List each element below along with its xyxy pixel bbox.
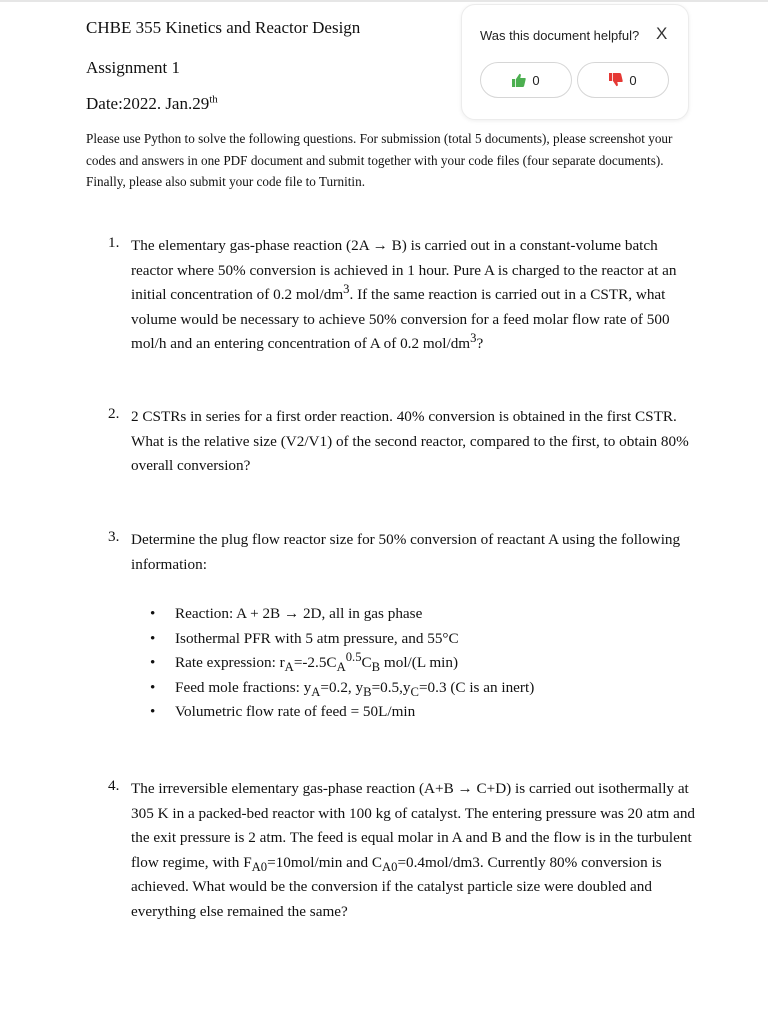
feedback-question: Was this document helpful? bbox=[480, 28, 640, 43]
bullet-reaction: Reaction: A + 2B → 2D, all in gas phase bbox=[175, 605, 423, 622]
feed-part-4: =0.3 (C is an inert) bbox=[418, 678, 535, 696]
upvote-button[interactable] bbox=[480, 62, 572, 98]
feedback-popup bbox=[461, 4, 689, 120]
q4-part-3: =0.4mol/dm3. Currently 80% conversion is achieved. What would be the conversion if the catalyst particle size were doubled and everything else remained the same? bbox=[131, 853, 662, 920]
q4-part-2: =10mol/min and C bbox=[267, 853, 382, 871]
q1-part-1: The elementary gas-phase reaction (2A → B) is carried out in a constant-volume batch reactor where 50% conversion is achieved in 1 hour. Pure A is charged to the reactor at an initial concentration of 0.2 mol/dm bbox=[131, 237, 677, 303]
question-4-text bbox=[131, 777, 696, 924]
q1-superscript-1: 3 bbox=[343, 281, 350, 296]
feed-sub-2: B bbox=[363, 684, 372, 699]
question-3-bullet-list bbox=[150, 602, 670, 725]
assignment-title: Assignment 1 bbox=[86, 58, 180, 77]
bullet-rate-expression bbox=[175, 651, 458, 676]
feed-part-3: =0.5,y bbox=[371, 678, 411, 696]
rate-part-4: mol/(L min) bbox=[380, 654, 459, 671]
course-title: CHBE 355 Kinetics and Reactor Design bbox=[86, 18, 361, 37]
bullet-item bbox=[150, 651, 670, 676]
bullet-item bbox=[150, 700, 670, 725]
rate-exponent: 0.5 bbox=[345, 649, 362, 664]
question-3-number: 3. bbox=[108, 528, 120, 545]
rate-sub-2: A bbox=[336, 660, 346, 675]
thumbs-up-icon bbox=[512, 73, 526, 87]
bullet-item bbox=[150, 676, 670, 701]
question-1-text bbox=[131, 234, 696, 357]
bullet-symbol: • bbox=[150, 654, 156, 671]
bullet-item bbox=[150, 602, 670, 627]
feed-sub-1: A bbox=[311, 684, 321, 699]
q4-sub-2: A0 bbox=[382, 859, 398, 874]
bullet-symbol: • bbox=[150, 678, 156, 696]
rate-sub-1: A bbox=[284, 660, 294, 675]
question-3-text: Determine the plug flow reactor size for 50% conversion of reactant A using the following information: bbox=[131, 531, 681, 573]
date-text: Date:2022. Jan.29 bbox=[86, 94, 210, 113]
upvote-count: 0 bbox=[532, 72, 540, 88]
q4-sub-1: A0 bbox=[251, 859, 268, 874]
rate-sub-3: B bbox=[371, 660, 381, 675]
feed-sub-3: C bbox=[410, 684, 419, 699]
bullet-symbol: • bbox=[150, 703, 156, 720]
bullet-isothermal: Isothermal PFR with 5 atm pressure, and 55°C bbox=[175, 629, 459, 647]
question-2-number: 2. bbox=[108, 405, 120, 422]
assignment-date bbox=[86, 94, 218, 114]
feed-part-2: =0.2, y bbox=[320, 678, 364, 696]
instructions-paragraph: Please use Python to solve the following questions. For submission (total 5 documents), please screenshot your codes and answers in one PDF document and submit together with your code files (four separate documents). Finally, please also submit your code file to Turnitin. bbox=[86, 131, 673, 189]
close-feedback-button[interactable]: X bbox=[656, 24, 668, 43]
downvote-count: 0 bbox=[629, 72, 637, 88]
question-2-text: 2 CSTRs in series for a first order reaction. 40% conversion is obtained in the first CSTR. What is the relative size (V2/V1) of the second reactor, compared to the first, to obtain 80% overall conversion? bbox=[131, 408, 689, 474]
rate-part-3: C bbox=[361, 654, 372, 671]
q4-part-1: The irreversible elementary gas-phase reaction (A+B → C+D) is carried out isothermally at 305 K in a packed-bed reactor with 100 kg of catalyst. The entering pressure was 20 atm and the exit pressure is 2 atm. The feed is equal molar in A and B and the flow is in the turbulent flow regime, with F bbox=[131, 780, 696, 871]
date-suffix: th bbox=[209, 93, 218, 106]
bullet-symbol: • bbox=[150, 605, 156, 622]
bullet-flow-rate: Volumetric flow rate of feed = 50L/min bbox=[175, 703, 416, 720]
top-divider bbox=[0, 0, 768, 2]
thumbs-down-icon bbox=[609, 73, 623, 87]
feed-part-1: Feed mole fractions: y bbox=[175, 678, 312, 696]
question-4-number: 4. bbox=[108, 777, 120, 794]
q1-superscript-2: 3 bbox=[470, 330, 477, 345]
q1-part-3: ? bbox=[476, 335, 484, 352]
downvote-button[interactable] bbox=[577, 62, 669, 98]
rate-part-1: Rate expression: r bbox=[175, 654, 285, 671]
bullet-feed-fractions bbox=[175, 676, 534, 701]
q1-part-2: . If the same reaction is carried out in a CSTR, what volume would be necessary to achieve 50% conversion for a feed molar flow rate of 500 mol/h and an entering concentration of A of 0.2 mol/dm bbox=[131, 286, 670, 352]
rate-part-2: =-2.5C bbox=[293, 654, 337, 671]
question-1-number: 1. bbox=[108, 234, 120, 251]
bullet-item bbox=[150, 627, 670, 652]
bullet-symbol: • bbox=[150, 629, 156, 647]
